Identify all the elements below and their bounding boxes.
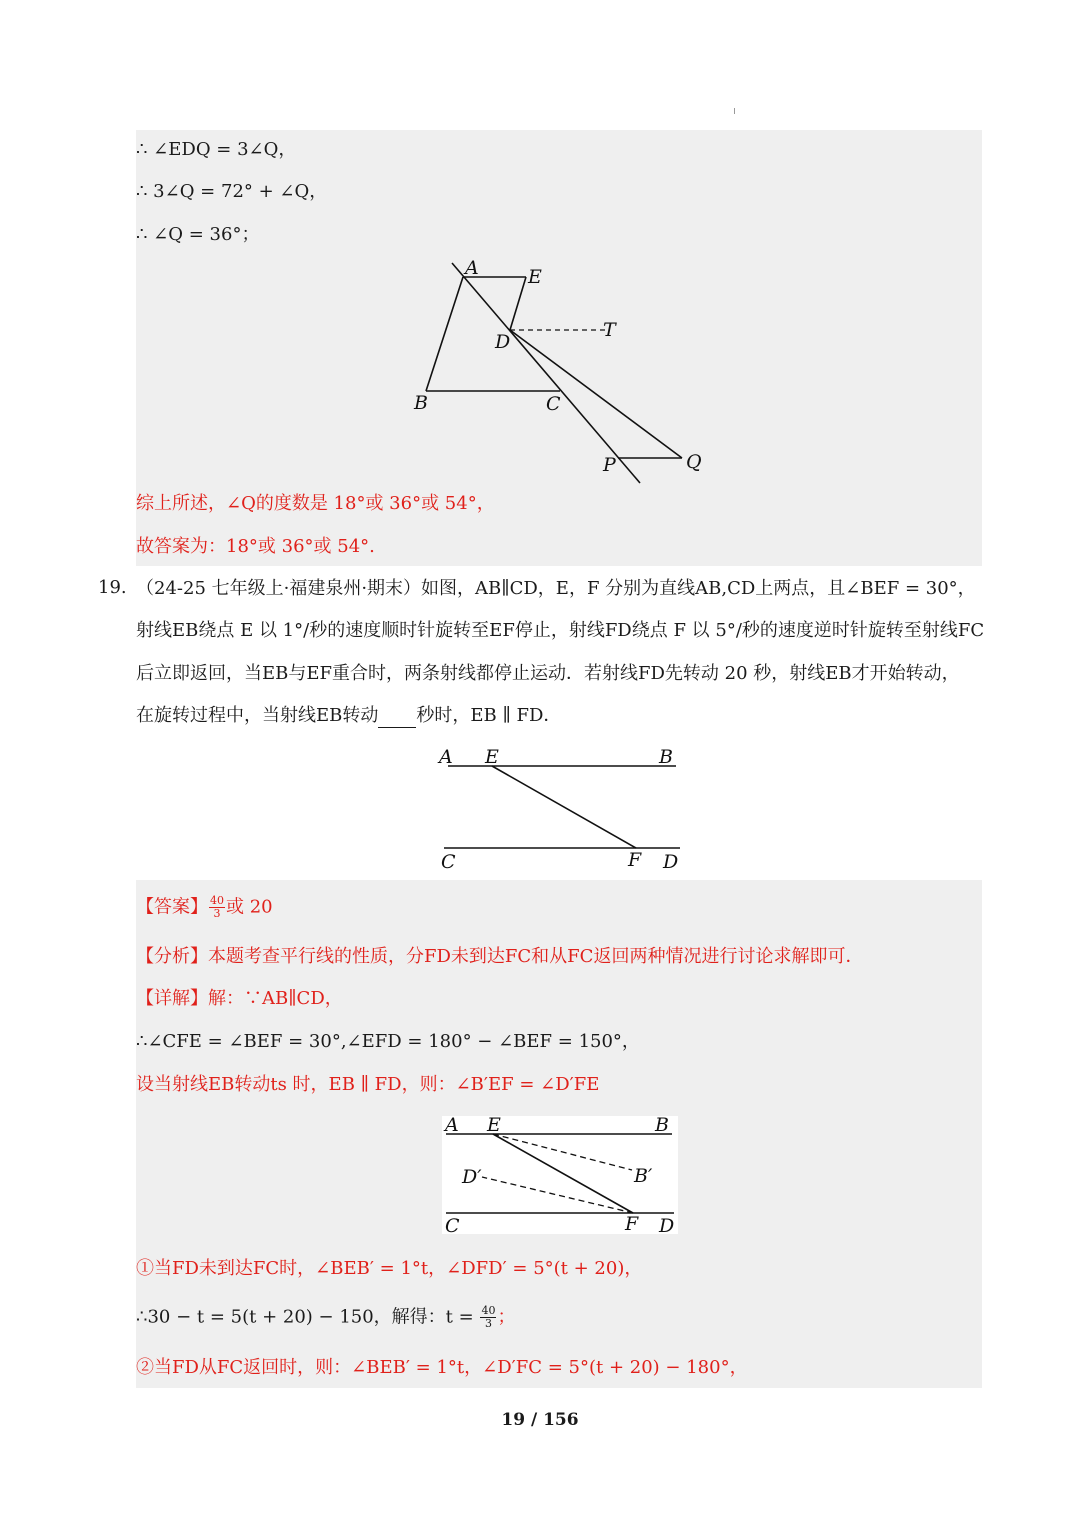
label-P: P bbox=[603, 454, 616, 476]
step-1: ∴∠CFE = ∠BEF = 30°,∠EFD = 180° − ∠BEF = 150°， bbox=[136, 1031, 640, 1052]
segment-DQ bbox=[510, 330, 682, 458]
solution-line-3: ∴ ∠Q = 36°； bbox=[136, 224, 260, 245]
segment-EF bbox=[492, 766, 636, 848]
label-A: A bbox=[465, 257, 479, 279]
case-1: ①当FD未到达FC时，∠BEB′ = 1°t，∠DFD′ = 5°(t + 20)， bbox=[136, 1258, 643, 1279]
label-D: D bbox=[659, 1215, 675, 1234]
label-D: D bbox=[495, 331, 511, 353]
figure-1-geometry bbox=[400, 255, 730, 490]
label-F: F bbox=[625, 1213, 639, 1234]
label-A: A bbox=[439, 746, 453, 768]
label-B: B bbox=[659, 746, 673, 768]
solution-line-1: ∴ ∠EDQ = 3∠Q， bbox=[136, 139, 297, 160]
label-Q: Q bbox=[686, 451, 702, 473]
question-line-2: 射线EB绕点 E 以 1°/秒的速度顺时针旋转至EF停止，射线FD绕点 F 以 5°/秒的速度逆时针旋转至射线FC bbox=[136, 620, 985, 641]
case-2: ②当FD从FC返回时，则：∠BEB′ = 1°t，∠D′FC = 5°(t + 20) − 180°， bbox=[136, 1357, 748, 1378]
page-tick-mark bbox=[734, 108, 735, 114]
analysis-line: 【分析】本题考查平行线的性质，分FD未到达FC和从FC返回两种情况进行讨论求解即可． bbox=[136, 946, 864, 967]
step-2: 设当射线EB转动ts 时，EB ∥ FD，则：∠B′EF = ∠D′FE bbox=[136, 1074, 600, 1095]
solution-answer: 故答案为：18°或 36°或 54°. bbox=[136, 536, 375, 557]
label-T: T bbox=[603, 319, 616, 341]
line-AP bbox=[452, 263, 640, 483]
detail-line: 【详解】解：∵AB∥CD， bbox=[136, 988, 343, 1009]
label-Dprime: D′ bbox=[462, 1166, 482, 1188]
label-C: C bbox=[441, 851, 456, 873]
label-E: E bbox=[528, 266, 542, 288]
label-F: F bbox=[628, 849, 642, 871]
page-number: 19 / 156 bbox=[501, 1410, 579, 1430]
label-E: E bbox=[487, 1116, 501, 1136]
question-number: 19. bbox=[98, 577, 127, 598]
question-line-1: （24-25 七年级上·福建泉州·期末）如图，AB∥CD，E，F 分别为直线AB,CD上两点，且∠BEF = 30°， bbox=[136, 578, 976, 599]
figure-2-parallel-lines bbox=[430, 742, 690, 874]
segment-ED bbox=[510, 277, 526, 330]
label-Bprime: B′ bbox=[634, 1165, 653, 1187]
solution-summary: 综上所述，∠Q的度数是 18°或 36°或 54°， bbox=[136, 493, 495, 514]
label-B: B bbox=[414, 392, 428, 414]
question-line-4: 在旋转过程中，当射线EB转动 秒时，EB ∥ FD． bbox=[136, 705, 562, 726]
answer-line: 【答案】 $\frac{40}{3}$ 或 20 bbox=[136, 894, 273, 920]
label-B: B bbox=[655, 1116, 669, 1136]
figure-3-rotated-rays bbox=[442, 1116, 678, 1234]
solution-line-2: ∴ 3∠Q = 72° + ∠Q， bbox=[136, 181, 328, 202]
case-1-equation: ∴30 − t = 5(t + 20) − 150，解得：t = $\frac{40}{3}$ ； bbox=[136, 1304, 516, 1330]
label-D: D bbox=[663, 851, 679, 873]
label-C: C bbox=[546, 393, 561, 415]
answer-blank bbox=[378, 709, 416, 728]
segment-AB bbox=[426, 277, 463, 391]
question-line-3: 后立即返回，当EB与EF重合时，两条射线都停止运动．若射线FD先转动 20 秒，射线EB才开始转动， bbox=[136, 663, 960, 684]
label-A: A bbox=[445, 1116, 459, 1136]
label-C: C bbox=[445, 1215, 460, 1234]
label-E: E bbox=[485, 746, 499, 768]
